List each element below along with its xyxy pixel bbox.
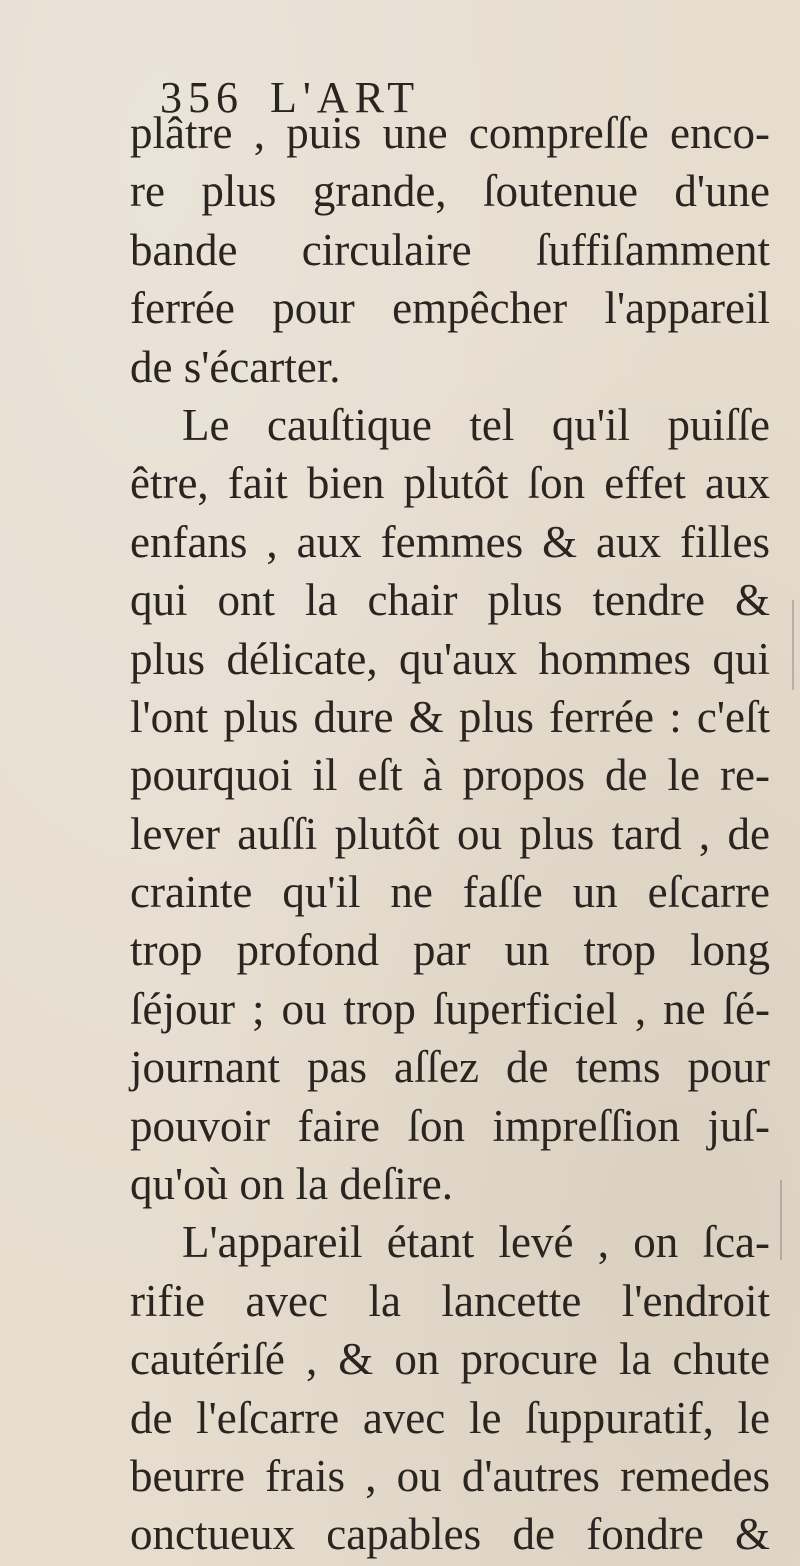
- text-line: qui ont la chair plus tendre &: [130, 575, 770, 626]
- page-edge-shadow: [780, 1180, 782, 1260]
- text-line: re plus grande, ſoutenue d'une: [130, 166, 770, 217]
- running-title: L'ART: [270, 73, 421, 122]
- text-line: enfans , aux femmes & aux filles: [130, 516, 770, 567]
- text-line: journant pas aſſez de tems pour: [130, 1042, 770, 1093]
- page-edge-shadow: [792, 600, 794, 690]
- text-line: onctueux capables de fondre &: [130, 1509, 770, 1560]
- text-line: de s'écarter.: [130, 341, 341, 392]
- text-line: plus délicate, qu'aux hommes qui: [130, 633, 770, 684]
- text-line: trop profond par un trop long: [130, 925, 770, 976]
- text-line: rifie avec la lancette l'endroit: [130, 1275, 770, 1326]
- text-line: bande circulaire ſuffiſamment: [130, 224, 770, 275]
- text-line: cautériſé , & on procure la chute: [130, 1334, 770, 1385]
- body-text: [130, 104, 770, 1564]
- text-line: L'appareil étant levé , on ſca-: [182, 1217, 770, 1268]
- text-line: pourquoi il eſt à propos de le re-: [130, 750, 770, 801]
- text-line: qu'où on la deſire.: [130, 1159, 454, 1210]
- text-line: Le cauſtique tel qu'il puiſſe: [182, 399, 770, 450]
- text-line: beurre frais , ou d'autres remedes: [130, 1450, 770, 1501]
- text-line: de l'eſcarre avec le ſuppuratif, le: [130, 1392, 770, 1443]
- text-line: l'ont plus dure & plus ferrée : c'eſt: [130, 691, 770, 742]
- text-line: être, fait bien plutôt ſon effet aux: [130, 458, 770, 509]
- text-line: pouvoir faire ſon impreſſion juſ-: [130, 1100, 770, 1151]
- page-number: 356: [160, 73, 244, 122]
- text-line: ferrée pour empêcher l'appareil: [130, 283, 770, 334]
- text-line: crainte qu'il ne faſſe un eſcarre: [130, 867, 770, 918]
- text-line: lever auſſi plutôt ou plus tard , de: [130, 808, 770, 859]
- text-line: plâtre , puis une compreſſe enco-: [130, 108, 770, 158]
- text-line: ſéjour ; ou trop ſuperficiel , ne ſé-: [130, 983, 770, 1034]
